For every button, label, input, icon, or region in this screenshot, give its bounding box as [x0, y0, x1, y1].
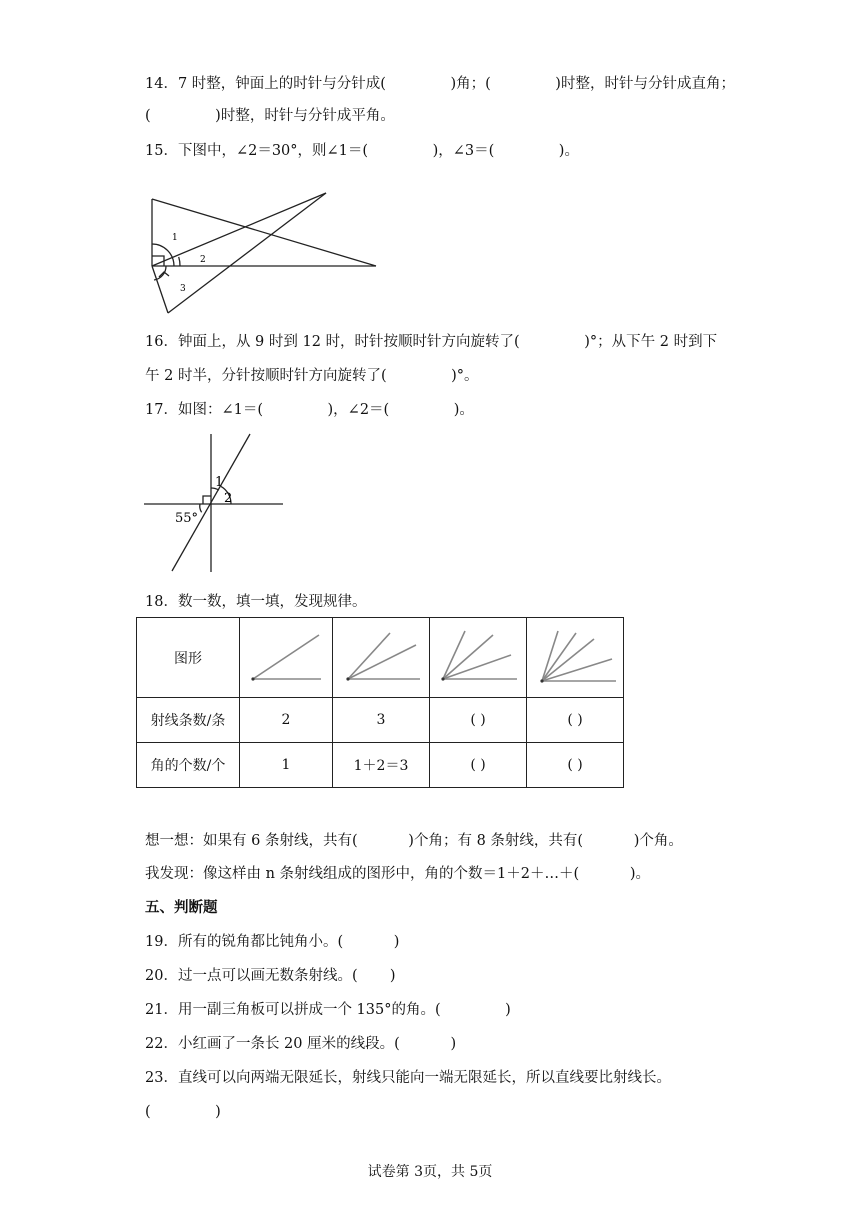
row-header-figure: 图形 [137, 618, 240, 698]
q16-line2: 午 2 时半，分针按顺时针方向旋转了( )°。 [145, 368, 479, 384]
q18-think: 想一想：如果有 6 条射线，共有( )个角；有 8 条射线，共有( )个角。 [145, 833, 683, 849]
q17-angle2-label: 2 [224, 491, 233, 506]
angles-cell-2: 1＋2＝3 [333, 743, 430, 788]
q15-angle2-label: 2 [200, 255, 206, 265]
q17-figure [140, 430, 290, 580]
q20-line: 20．过一点可以画无数条射线。( ) [145, 968, 396, 984]
q17-angle1-label: 1 [215, 475, 224, 490]
rays-cell-1: 2 [240, 698, 333, 743]
figure-2-rays [240, 618, 333, 698]
q17-line: 17．如图：∠1＝( )，∠2＝( )。 [145, 402, 474, 418]
q17-55-degree-label: 55° [175, 511, 199, 526]
q15-angle3-label: 3 [180, 284, 186, 294]
section-heading: 五、判断题 [145, 900, 218, 916]
q14-line1: 14．7 时整，钟面上的时针与分针成( )角；( )时整，时针与分针成直角； [145, 76, 735, 92]
q18-line: 18．数一数，填一填，发现规律。 [145, 594, 367, 610]
q23-line1: 23．直线可以向两端无限延长，射线只能向一端无限延长，所以直线要比射线长。 [145, 1070, 671, 1086]
angles-cell-4[interactable]: ( ) [527, 743, 624, 788]
q21-line: 21．用一副三角板可以拼成一个 135°的角。( ) [145, 1002, 511, 1018]
q18-discover: 我发现：像这样由 n 条射线组成的图形中，角的个数＝1＋2＋…＋( )。 [145, 866, 651, 882]
row-header-rays: 射线条数/条 [137, 698, 240, 743]
page-footer: 试卷第 3页，共 5页 [367, 1164, 493, 1180]
ray-angle-table [136, 617, 624, 788]
q22-line: 22．小红画了一条长 20 厘米的线段。( ) [145, 1036, 457, 1052]
q15-figure [140, 185, 390, 320]
rays-cell-3[interactable]: ( ) [430, 698, 527, 743]
rays-cell-2: 3 [333, 698, 430, 743]
q14-line2: ( )时整，时针与分针成平角。 [145, 108, 395, 124]
angles-cell-1: 1 [240, 743, 333, 788]
figure-3-rays [333, 618, 430, 698]
rays-cell-4[interactable]: ( ) [527, 698, 624, 743]
q23-line2: ( ) [145, 1104, 221, 1120]
q15-line: 15．下图中，∠2＝30°，则∠1＝( )，∠3＝( )。 [145, 143, 579, 159]
figure-5-rays [527, 618, 624, 698]
figure-4-rays [430, 618, 527, 698]
q19-line: 19．所有的锐角都比钝角小。( ) [145, 934, 400, 950]
q15-angle1-label: 1 [172, 233, 178, 243]
q16-line1: 16．钟面上，从 9 时到 12 时，时针按顺时针方向旋转了( )°；从下午 2 时到下 [145, 334, 718, 350]
row-header-angles: 角的个数/个 [137, 743, 240, 788]
angles-cell-3[interactable]: ( ) [430, 743, 527, 788]
